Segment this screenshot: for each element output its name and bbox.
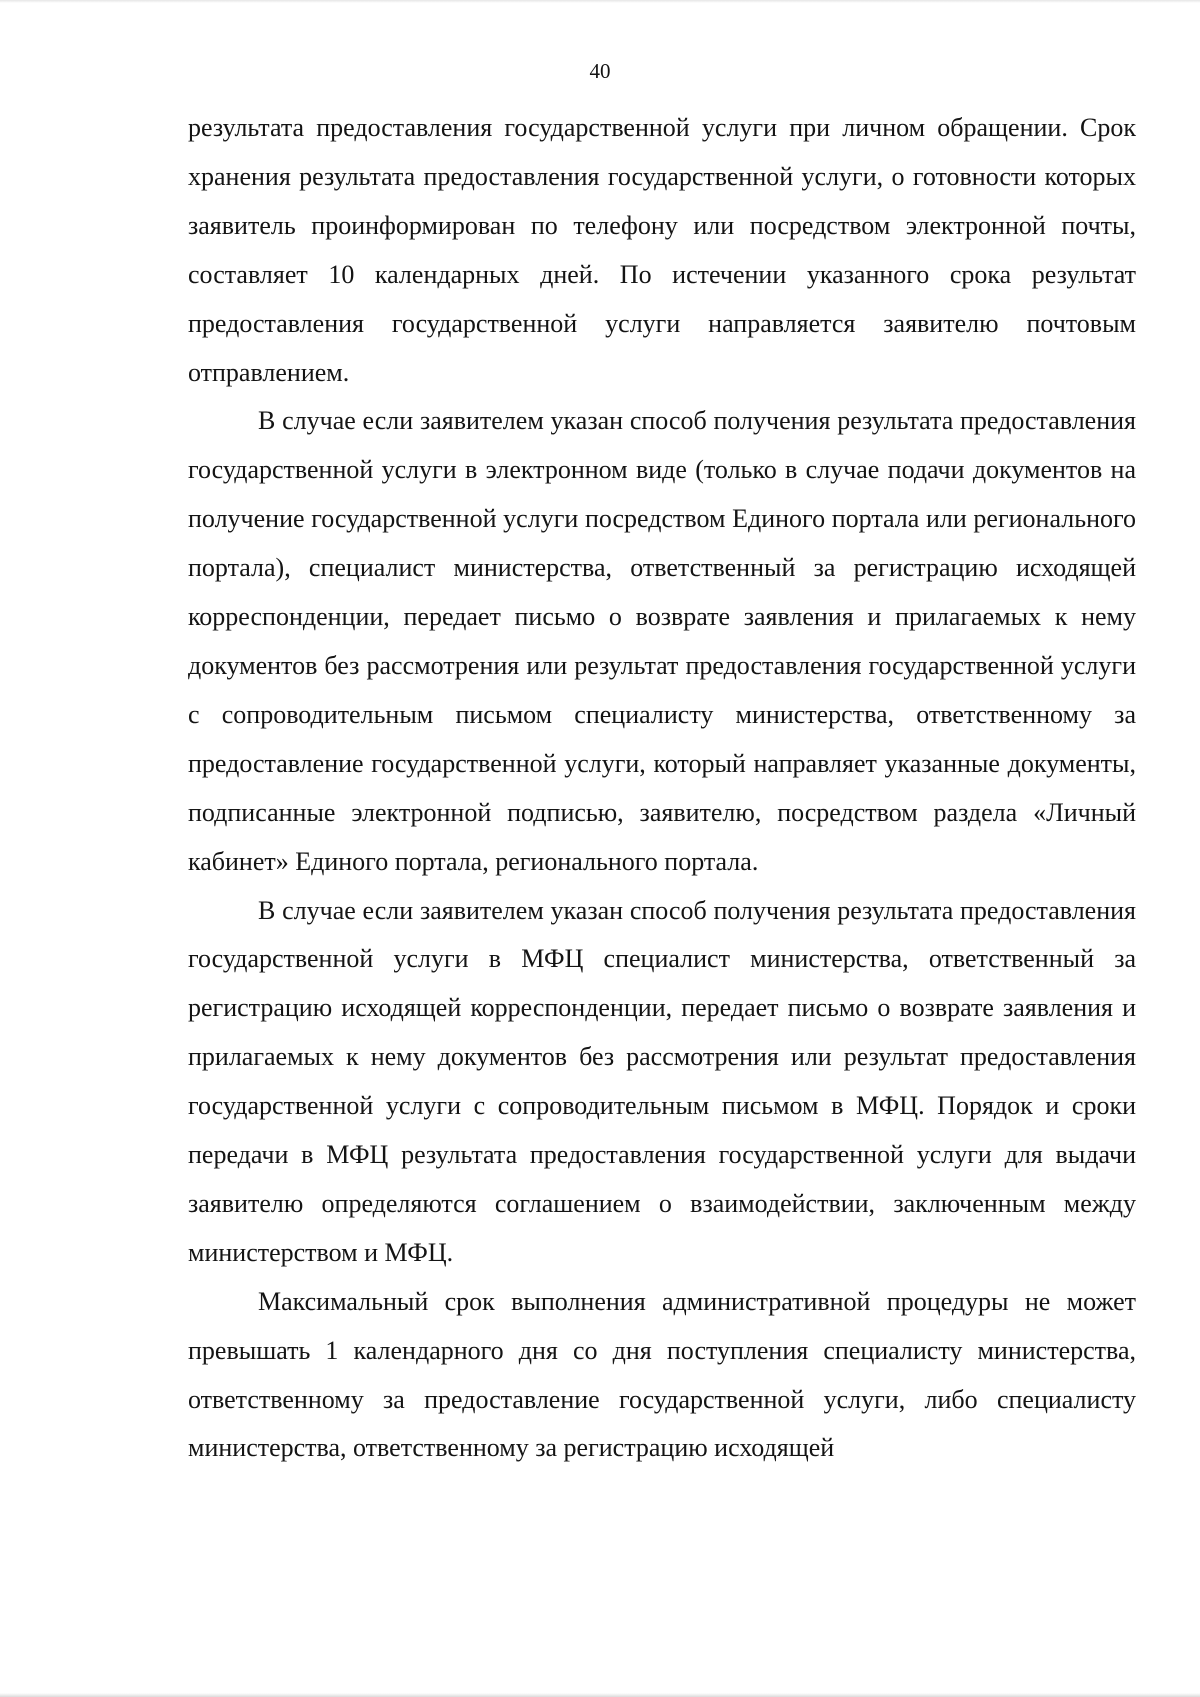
document-body xyxy=(188,104,1136,1473)
scan-top-edge xyxy=(0,0,1200,3)
paragraph-mfc-delivery: В случае если заявителем указан способ получения результата предоставления государственной услуги в МФЦ специалист министерства, ответственный за регистрацию исходящей корреспонденции, передает письмо о возврате заявления и прилагаемых к нему документов без рассмотрения или результат предоставления государственной услуги с сопроводительным письмом в МФЦ. Порядок и сроки передачи в МФЦ результата предоставления государственной услуги для выдачи заявителю определяются соглашением о взаимодействии, заключенным между министерством и МФЦ. xyxy=(188,895,1136,1267)
paragraph-continuation: результата предоставления государственной услуги при личном обращении. Срок хранения результата предоставления государственной услуги, о готовности которых заявитель проинформирован по телефону или посредством электронной почты, составляет 10 календарных дней. По истечении указанного срока результат предоставления государственной услуги направляется заявителю почтовым отправлением. xyxy=(188,113,1136,387)
paragraph-max-term: Максимальный срок выполнения административной процедуры не может превышать 1 календарного дня со дня поступления специалисту министерства, ответственному за предоставление государственной услуги, либо специалисту министерства, ответственному за регистрацию исходящей xyxy=(188,1286,1136,1463)
page-number: 40 xyxy=(589,59,611,83)
paragraph-electronic-delivery: В случае если заявителем указан способ получения результата предоставления государственной услуги в электронном виде (только в случае подачи документов на получение государственной услуги посредством Единого портала или регионального портала), специалист министерства, ответственный за регистрацию исходящей корреспонденции, передает письмо о возврате заявления и прилагаемых к нему документов без рассмотрения или результат предоставления государственной услуги с сопроводительным письмом специалисту министерства, ответственному за предоставление государственной услуги, который направляет указанные документы, подписанные электронной подписью, заявителю, посредством раздела «Личный кабинет» Единого портала, регионального портала. xyxy=(188,406,1136,876)
scan-bottom-edge xyxy=(0,1693,1200,1697)
